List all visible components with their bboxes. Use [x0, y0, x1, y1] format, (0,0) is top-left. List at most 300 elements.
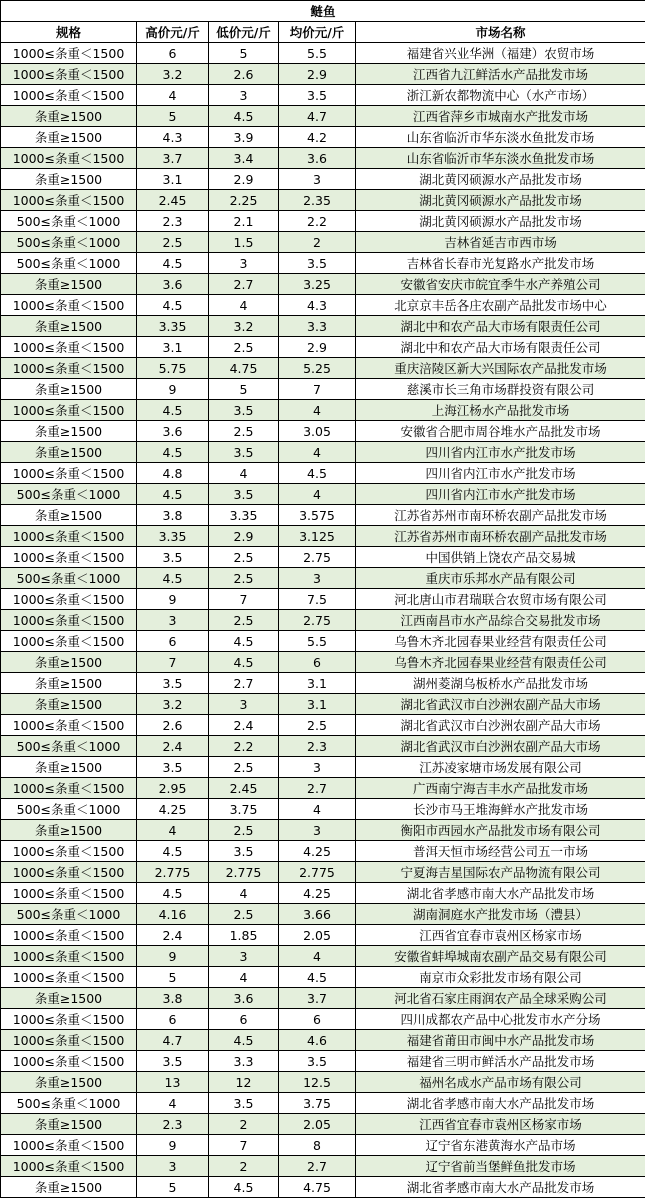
table-row [1, 421, 645, 442]
cell-avg-price: 2.35 [279, 190, 356, 211]
table-row [1, 442, 645, 463]
cell-spec: 条重≥1500 [1, 820, 137, 841]
cell-avg-price: 2.5 [279, 715, 356, 736]
cell-spec: 1000≤条重＜1500 [1, 1135, 137, 1156]
cell-avg-price: 5.5 [279, 43, 356, 64]
table-row [1, 127, 645, 148]
cell-low-price: 2.1 [209, 211, 279, 232]
table-row [1, 211, 645, 232]
cell-avg-price: 2.7 [279, 1156, 356, 1177]
cell-market: 辽宁省东港黄海水产品市场 [356, 1135, 645, 1156]
cell-low-price: 1.5 [209, 232, 279, 253]
cell-high-price: 9 [137, 379, 209, 400]
cell-avg-price: 2.75 [279, 610, 356, 631]
cell-high-price: 3.1 [137, 337, 209, 358]
table-row [1, 526, 645, 547]
table-row [1, 631, 645, 652]
header-high-price: 高价元/斤 [137, 22, 209, 43]
cell-market: 四川省内江市水产批发市场 [356, 484, 645, 505]
cell-low-price: 2.2 [209, 736, 279, 757]
cell-market: 河北省石家庄雨润农产品全球采购公司 [356, 988, 645, 1009]
cell-high-price: 4 [137, 85, 209, 106]
table-row [1, 1051, 645, 1072]
cell-market: 江苏省苏州市南环桥农副产品批发市场 [356, 505, 645, 526]
cell-market: 福建省兴业华洲（福建）农贸市场 [356, 43, 645, 64]
cell-high-price: 3.35 [137, 526, 209, 547]
header-avg-price: 均价元/斤 [279, 22, 356, 43]
table-row [1, 967, 645, 988]
cell-spec: 条重≥1500 [1, 757, 137, 778]
cell-avg-price: 8 [279, 1135, 356, 1156]
cell-high-price: 3.5 [137, 547, 209, 568]
cell-low-price: 3.6 [209, 988, 279, 1009]
table-row [1, 1114, 645, 1135]
cell-low-price: 4.5 [209, 106, 279, 127]
cell-spec: 1000≤条重＜1500 [1, 631, 137, 652]
cell-market: 乌鲁木齐北园春果业经营有限责任公司 [356, 631, 645, 652]
cell-low-price: 4 [209, 295, 279, 316]
cell-avg-price: 3 [279, 820, 356, 841]
cell-high-price: 2.6 [137, 715, 209, 736]
cell-low-price: 5 [209, 43, 279, 64]
cell-spec: 1000≤条重＜1500 [1, 64, 137, 85]
cell-low-price: 1.85 [209, 925, 279, 946]
cell-low-price: 3 [209, 694, 279, 715]
cell-avg-price: 3.5 [279, 1051, 356, 1072]
cell-low-price: 3.5 [209, 442, 279, 463]
cell-avg-price: 2 [279, 232, 356, 253]
cell-market: 湖北黄冈硕源水产品批发市场 [356, 190, 645, 211]
table-row [1, 169, 645, 190]
table-row [1, 148, 645, 169]
cell-spec: 500≤条重＜1000 [1, 736, 137, 757]
cell-high-price: 7 [137, 652, 209, 673]
cell-spec: 500≤条重＜1000 [1, 253, 137, 274]
header-row [1, 22, 645, 43]
cell-market: 中国供销上饶农产品交易城 [356, 547, 645, 568]
table-row [1, 274, 645, 295]
cell-spec: 1000≤条重＜1500 [1, 1051, 137, 1072]
cell-low-price: 5 [209, 379, 279, 400]
cell-high-price: 5 [137, 106, 209, 127]
cell-market: 江西省宜春市袁州区杨家市场 [356, 1114, 645, 1135]
cell-avg-price: 4 [279, 799, 356, 820]
cell-low-price: 2.4 [209, 715, 279, 736]
cell-low-price: 2 [209, 1156, 279, 1177]
cell-avg-price: 6 [279, 652, 356, 673]
cell-low-price: 2.5 [209, 904, 279, 925]
cell-avg-price: 7 [279, 379, 356, 400]
cell-high-price: 4.5 [137, 253, 209, 274]
table-row [1, 673, 645, 694]
cell-high-price: 13 [137, 1072, 209, 1093]
cell-high-price: 2.95 [137, 778, 209, 799]
cell-high-price: 4.5 [137, 841, 209, 862]
cell-market: 江苏凌家塘市场发展有限公司 [356, 757, 645, 778]
cell-market: 江西省宜春市袁州区杨家市场 [356, 925, 645, 946]
cell-high-price: 2.4 [137, 925, 209, 946]
cell-low-price: 2.5 [209, 757, 279, 778]
cell-high-price: 3.5 [137, 1051, 209, 1072]
cell-high-price: 3.2 [137, 694, 209, 715]
cell-avg-price: 2.9 [279, 337, 356, 358]
table-row [1, 862, 645, 883]
cell-market: 南京市众彩批发市场有限公司 [356, 967, 645, 988]
cell-low-price: 4.5 [209, 1177, 279, 1198]
cell-spec: 500≤条重＜1000 [1, 799, 137, 820]
cell-avg-price: 6 [279, 1009, 356, 1030]
cell-market: 吉林省长春市光复路水产批发市场 [356, 253, 645, 274]
table-row [1, 64, 645, 85]
table-row [1, 1093, 645, 1114]
cell-spec: 条重≥1500 [1, 1177, 137, 1198]
cell-low-price: 2.25 [209, 190, 279, 211]
cell-low-price: 2 [209, 1114, 279, 1135]
cell-low-price: 6 [209, 1009, 279, 1030]
cell-market: 江西省九江鲜活水产品批发市场 [356, 64, 645, 85]
cell-market: 河北唐山市君瑞联合农贸市场有限公司 [356, 589, 645, 610]
table-row [1, 484, 645, 505]
cell-low-price: 2.5 [209, 337, 279, 358]
cell-low-price: 7 [209, 1135, 279, 1156]
cell-spec: 1000≤条重＜1500 [1, 841, 137, 862]
table-row [1, 232, 645, 253]
cell-high-price: 4.5 [137, 883, 209, 904]
cell-market: 普洱天恒市场经营公司五一市场 [356, 841, 645, 862]
cell-market: 安徽省合肥市周谷堆水产品批发市场 [356, 421, 645, 442]
table-row [1, 715, 645, 736]
cell-spec: 1000≤条重＜1500 [1, 526, 137, 547]
table-row [1, 568, 645, 589]
cell-spec: 条重≥1500 [1, 505, 137, 526]
cell-market: 四川成都农产品中心批发市水产分场 [356, 1009, 645, 1030]
cell-avg-price: 3.75 [279, 1093, 356, 1114]
cell-avg-price: 4 [279, 946, 356, 967]
cell-avg-price: 2.2 [279, 211, 356, 232]
cell-high-price: 4.5 [137, 442, 209, 463]
cell-avg-price: 3.5 [279, 85, 356, 106]
cell-spec: 条重≥1500 [1, 316, 137, 337]
table-row [1, 547, 645, 568]
cell-avg-price: 3.7 [279, 988, 356, 1009]
cell-market: 辽宁省前当堡鲜鱼批发市场 [356, 1156, 645, 1177]
table-row [1, 1156, 645, 1177]
cell-avg-price: 2.775 [279, 862, 356, 883]
cell-low-price: 2.7 [209, 274, 279, 295]
cell-market: 湖南洞庭水产批发市场（澧县） [356, 904, 645, 925]
cell-market: 湖北黄冈硕源水产品批发市场 [356, 169, 645, 190]
cell-low-price: 2.5 [209, 568, 279, 589]
cell-avg-price: 3.05 [279, 421, 356, 442]
cell-market: 广西南宁海吉丰水产品批发市场 [356, 778, 645, 799]
cell-spec: 1000≤条重＜1500 [1, 946, 137, 967]
table-row [1, 400, 645, 421]
cell-avg-price: 4.6 [279, 1030, 356, 1051]
cell-spec: 1000≤条重＜1500 [1, 715, 137, 736]
cell-market: 安徽省安庆市皖宜季牛水产养殖公司 [356, 274, 645, 295]
cell-market: 浙江新农都物流中心（水产市场） [356, 85, 645, 106]
cell-high-price: 4.5 [137, 295, 209, 316]
cell-low-price: 2.5 [209, 820, 279, 841]
cell-high-price: 5.75 [137, 358, 209, 379]
cell-low-price: 3.5 [209, 484, 279, 505]
cell-low-price: 3.3 [209, 1051, 279, 1072]
cell-market: 湖北省孝感市南大水产品批发市场 [356, 1093, 645, 1114]
cell-low-price: 2.45 [209, 778, 279, 799]
cell-market: 福建省三明市鲜活水产品批发市场 [356, 1051, 645, 1072]
cell-avg-price: 3 [279, 169, 356, 190]
cell-low-price: 4.5 [209, 1030, 279, 1051]
cell-market: 山东省临沂市华东淡水鱼批发市场 [356, 127, 645, 148]
cell-avg-price: 4.7 [279, 106, 356, 127]
cell-low-price: 2.775 [209, 862, 279, 883]
cell-market: 乌鲁木齐北园春果业经营有限责任公司 [356, 652, 645, 673]
cell-market: 湖北省武汉市白沙洲农副产品大市场 [356, 736, 645, 757]
cell-high-price: 3.5 [137, 673, 209, 694]
cell-high-price: 9 [137, 589, 209, 610]
cell-low-price: 4.75 [209, 358, 279, 379]
table-row [1, 505, 645, 526]
cell-spec: 500≤条重＜1000 [1, 484, 137, 505]
cell-high-price: 2.3 [137, 211, 209, 232]
cell-market: 北京京丰岳各庄农副产品批发市场中心 [356, 295, 645, 316]
table-row [1, 841, 645, 862]
cell-market: 上海江杨水产品批发市场 [356, 400, 645, 421]
cell-avg-price: 3 [279, 568, 356, 589]
table-row [1, 904, 645, 925]
cell-high-price: 2.775 [137, 862, 209, 883]
title-row [1, 1, 645, 22]
cell-market: 衡阳市西园水产品批发市场有限公司 [356, 820, 645, 841]
cell-high-price: 2.5 [137, 232, 209, 253]
cell-low-price: 4 [209, 883, 279, 904]
cell-market: 慈溪市长三角市场群投资有限公司 [356, 379, 645, 400]
cell-spec: 1000≤条重＜1500 [1, 85, 137, 106]
cell-spec: 1000≤条重＜1500 [1, 337, 137, 358]
cell-low-price: 3.35 [209, 505, 279, 526]
cell-low-price: 3 [209, 253, 279, 274]
cell-spec: 1000≤条重＜1500 [1, 778, 137, 799]
cell-market: 福建省莆田市闽中水产品批发市场 [356, 1030, 645, 1051]
cell-market: 吉林省延吉市西市场 [356, 232, 645, 253]
cell-high-price: 4.5 [137, 400, 209, 421]
cell-spec: 条重≥1500 [1, 988, 137, 1009]
table-row [1, 316, 645, 337]
cell-avg-price: 2.05 [279, 1114, 356, 1135]
cell-market: 山东省临沂市华东淡水鱼批发市场 [356, 148, 645, 169]
cell-low-price: 3.5 [209, 841, 279, 862]
cell-spec: 条重≥1500 [1, 1114, 137, 1135]
table-row [1, 1135, 645, 1156]
cell-spec: 条重≥1500 [1, 127, 137, 148]
cell-high-price: 3.2 [137, 64, 209, 85]
table-row [1, 589, 645, 610]
cell-avg-price: 4.2 [279, 127, 356, 148]
cell-high-price: 3.6 [137, 421, 209, 442]
cell-market: 湖州菱湖乌板桥水产品批发市场 [356, 673, 645, 694]
cell-market: 安徽省蚌埠城南农副产品交易有限公司 [356, 946, 645, 967]
table-row [1, 1177, 645, 1198]
cell-avg-price: 3.125 [279, 526, 356, 547]
cell-high-price: 3.6 [137, 274, 209, 295]
cell-spec: 1000≤条重＜1500 [1, 463, 137, 484]
cell-high-price: 4.5 [137, 484, 209, 505]
table-row [1, 778, 645, 799]
cell-avg-price: 5.5 [279, 631, 356, 652]
cell-market: 四川省内江市水产批发市场 [356, 463, 645, 484]
cell-avg-price: 4 [279, 442, 356, 463]
cell-spec: 条重≥1500 [1, 1072, 137, 1093]
cell-low-price: 7 [209, 589, 279, 610]
cell-avg-price: 3.25 [279, 274, 356, 295]
header-low-price: 低价元/斤 [209, 22, 279, 43]
cell-high-price: 2.45 [137, 190, 209, 211]
cell-high-price: 6 [137, 43, 209, 64]
table-row [1, 253, 645, 274]
table-body [1, 43, 645, 1198]
table-row [1, 337, 645, 358]
cell-spec: 1000≤条重＜1500 [1, 358, 137, 379]
cell-market: 湖北中和农产品大市场有限责任公司 [356, 316, 645, 337]
cell-spec: 1000≤条重＜1500 [1, 547, 137, 568]
cell-spec: 1000≤条重＜1500 [1, 43, 137, 64]
table-row [1, 652, 645, 673]
cell-spec: 条重≥1500 [1, 694, 137, 715]
cell-avg-price: 4.25 [279, 841, 356, 862]
cell-market: 重庆涪陵区新大兴国际农产品批发市场 [356, 358, 645, 379]
cell-avg-price: 2.3 [279, 736, 356, 757]
cell-high-price: 4.8 [137, 463, 209, 484]
cell-market: 江苏省苏州市南环桥农副产品批发市场 [356, 526, 645, 547]
cell-market: 江西南昌市水产品综合交易批发市场 [356, 610, 645, 631]
cell-low-price: 4.5 [209, 631, 279, 652]
cell-avg-price: 3.66 [279, 904, 356, 925]
table-title: 鲢鱼 [1, 1, 645, 22]
cell-low-price: 2.9 [209, 526, 279, 547]
table-row [1, 358, 645, 379]
cell-low-price: 3.75 [209, 799, 279, 820]
cell-high-price: 6 [137, 631, 209, 652]
cell-spec: 1000≤条重＜1500 [1, 862, 137, 883]
cell-low-price: 3 [209, 85, 279, 106]
cell-avg-price: 3.1 [279, 673, 356, 694]
cell-market: 湖北省武汉市白沙洲农副产品大市场 [356, 694, 645, 715]
table-row [1, 1009, 645, 1030]
cell-spec: 500≤条重＜1000 [1, 211, 137, 232]
cell-low-price: 12 [209, 1072, 279, 1093]
cell-high-price: 5 [137, 967, 209, 988]
cell-high-price: 4.7 [137, 1030, 209, 1051]
cell-avg-price: 3.1 [279, 694, 356, 715]
cell-low-price: 2.5 [209, 547, 279, 568]
cell-high-price: 4.5 [137, 568, 209, 589]
cell-avg-price: 4.25 [279, 883, 356, 904]
cell-avg-price: 3.575 [279, 505, 356, 526]
cell-spec: 500≤条重＜1000 [1, 1093, 137, 1114]
cell-low-price: 2.5 [209, 421, 279, 442]
cell-market: 长沙市马王堆海鲜水产批发市场 [356, 799, 645, 820]
cell-market: 湖北中和农产品大市场有限责任公司 [356, 337, 645, 358]
table-row [1, 736, 645, 757]
cell-spec: 条重≥1500 [1, 169, 137, 190]
cell-market: 湖北省孝感市南大水产品批发市场 [356, 883, 645, 904]
table-row [1, 694, 645, 715]
cell-spec: 1000≤条重＜1500 [1, 1009, 137, 1030]
cell-market: 湖北黄冈硕源水产品批发市场 [356, 211, 645, 232]
cell-avg-price: 3 [279, 757, 356, 778]
cell-spec: 500≤条重＜1000 [1, 904, 137, 925]
cell-spec: 1000≤条重＜1500 [1, 400, 137, 421]
cell-spec: 1000≤条重＜1500 [1, 190, 137, 211]
cell-low-price: 4 [209, 463, 279, 484]
cell-high-price: 4.16 [137, 904, 209, 925]
cell-avg-price: 2.05 [279, 925, 356, 946]
cell-high-price: 4.3 [137, 127, 209, 148]
cell-spec: 1000≤条重＜1500 [1, 1030, 137, 1051]
cell-high-price: 3 [137, 610, 209, 631]
table-row [1, 925, 645, 946]
table-row [1, 1072, 645, 1093]
cell-spec: 500≤条重＜1000 [1, 232, 137, 253]
cell-spec: 条重≥1500 [1, 274, 137, 295]
table-row [1, 463, 645, 484]
cell-high-price: 5 [137, 1177, 209, 1198]
cell-spec: 条重≥1500 [1, 421, 137, 442]
cell-high-price: 3 [137, 1156, 209, 1177]
cell-low-price: 2.5 [209, 610, 279, 631]
cell-high-price: 3.8 [137, 988, 209, 1009]
cell-low-price: 4 [209, 967, 279, 988]
cell-market: 湖北省武汉市白沙洲农副产品大市场 [356, 715, 645, 736]
table-row [1, 946, 645, 967]
table-row [1, 757, 645, 778]
cell-low-price: 2.9 [209, 169, 279, 190]
cell-spec: 条重≥1500 [1, 652, 137, 673]
table-row [1, 799, 645, 820]
cell-high-price: 6 [137, 1009, 209, 1030]
cell-high-price: 3.7 [137, 148, 209, 169]
cell-low-price: 3.5 [209, 1093, 279, 1114]
cell-spec: 1000≤条重＜1500 [1, 148, 137, 169]
cell-avg-price: 5.25 [279, 358, 356, 379]
cell-spec: 条重≥1500 [1, 106, 137, 127]
cell-low-price: 3.4 [209, 148, 279, 169]
header-spec: 规格 [1, 22, 137, 43]
cell-avg-price: 2.75 [279, 547, 356, 568]
cell-market: 四川省内江市水产批发市场 [356, 442, 645, 463]
cell-avg-price: 4.5 [279, 463, 356, 484]
table-row [1, 43, 645, 64]
cell-low-price: 3 [209, 946, 279, 967]
table-row [1, 106, 645, 127]
cell-high-price: 2.4 [137, 736, 209, 757]
cell-high-price: 4 [137, 1093, 209, 1114]
cell-avg-price: 2.7 [279, 778, 356, 799]
table-row [1, 988, 645, 1009]
cell-spec: 条重≥1500 [1, 379, 137, 400]
cell-avg-price: 12.5 [279, 1072, 356, 1093]
cell-spec: 1000≤条重＜1500 [1, 925, 137, 946]
table-row [1, 610, 645, 631]
cell-market: 重庆市乐邦水产品有限公司 [356, 568, 645, 589]
cell-spec: 1000≤条重＜1500 [1, 1156, 137, 1177]
table-row [1, 820, 645, 841]
cell-low-price: 3.9 [209, 127, 279, 148]
cell-avg-price: 3.6 [279, 148, 356, 169]
cell-avg-price: 3.3 [279, 316, 356, 337]
cell-avg-price: 4 [279, 484, 356, 505]
cell-avg-price: 7.5 [279, 589, 356, 610]
